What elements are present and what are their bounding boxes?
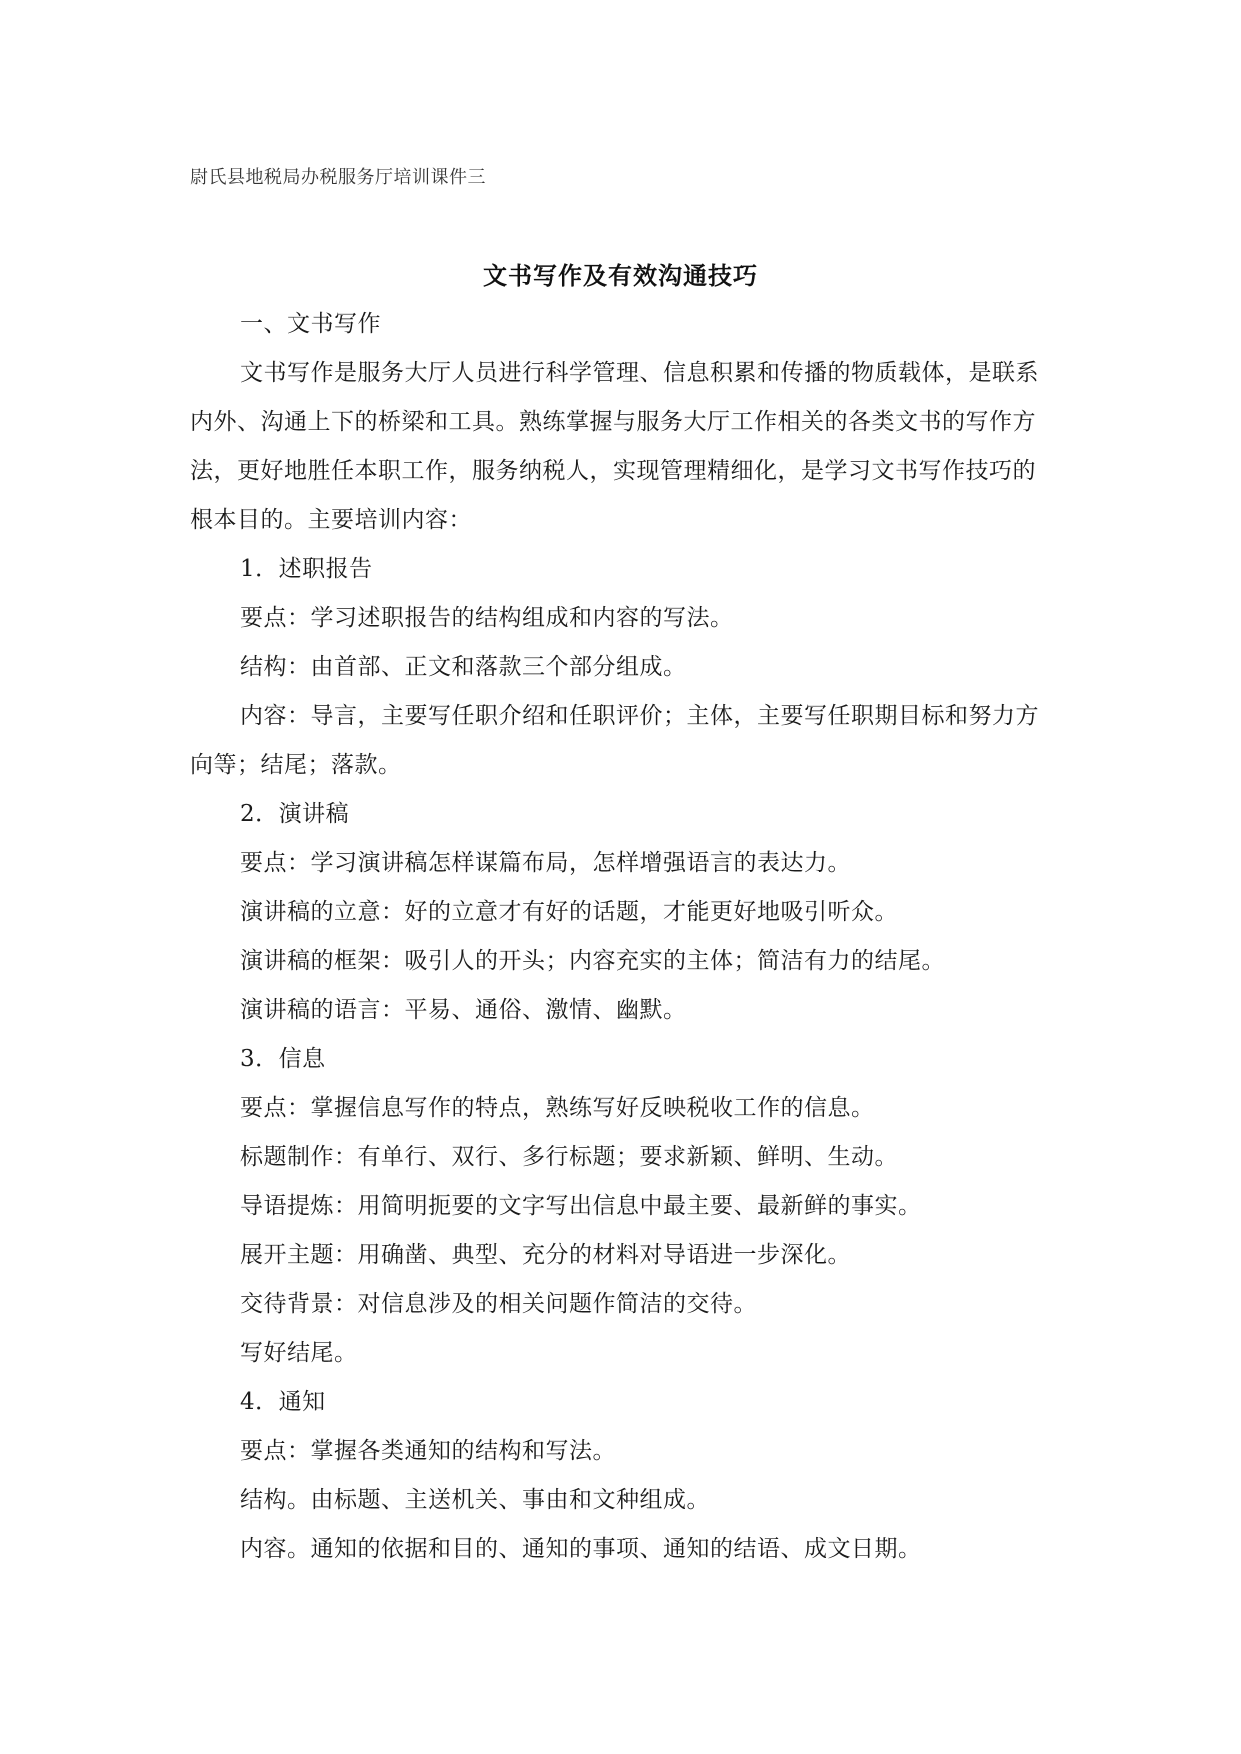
information-lead: 导语提炼：用简明扼要的文字写出信息中最主要、最新鲜的事实。: [240, 1193, 922, 1219]
information-theme: 展开主题：用确凿、典型、充分的材料对导语进一步深化。: [240, 1242, 851, 1268]
speech-theme: 演讲稿的立意：好的立意才有好的话题，才能更好地吸引听众。: [240, 899, 898, 925]
information-ending: 写好结尾。: [240, 1340, 358, 1366]
speech-framework: 演讲稿的框架：吸引人的开头；内容充实的主体；简洁有力的结尾。: [240, 948, 945, 974]
notice-key-points: 要点：掌握各类通知的结构和写法。: [240, 1438, 616, 1464]
notice-structure: 结构。由标题、主送机关、事由和文种组成。: [240, 1487, 710, 1513]
item-heading-information: 3．信息: [240, 1046, 326, 1072]
header-note: 尉氏县地税局办税服务厅培训课件三: [190, 167, 486, 188]
document-body: [190, 300, 1058, 1574]
notice-content: 内容。通知的依据和目的、通知的事项、通知的结语、成文日期。: [240, 1536, 922, 1562]
report-structure: 结构：由首部、正文和落款三个部分组成。: [240, 654, 687, 680]
report-content: 内容：导言，主要写任职介绍和任职评价；主体，主要写任职期目标和努力方向等；结尾；落款。: [190, 703, 1039, 778]
item-heading-notice: 4．通知: [240, 1389, 326, 1415]
information-key-points: 要点：掌握信息写作的特点，熟练写好反映税收工作的信息。: [240, 1095, 875, 1121]
document-title: 文书写作及有效沟通技巧: [483, 261, 758, 290]
information-background: 交待背景：对信息涉及的相关问题作简洁的交待。: [240, 1291, 757, 1317]
item-heading-speech: 2．演讲稿: [240, 801, 350, 827]
speech-key-points: 要点：学习演讲稿怎样谋篇布局，怎样增强语言的表达力。: [240, 850, 851, 876]
intro-paragraph: 文书写作是服务大厅人员进行科学管理、信息积累和传播的物质载体，是联系内外、沟通上下的桥梁和工具。熟练掌握与服务大厅工作相关的各类文书的写作方法，更好地胜任本职工作，服务纳税人，实现管理精细化，是学习文书写作技巧的根本目的。主要培训内容：: [190, 360, 1039, 533]
information-title-making: 标题制作：有单行、双行、多行标题；要求新颖、鲜明、生动。: [240, 1144, 898, 1170]
speech-language: 演讲稿的语言：平易、通俗、激情、幽默。: [240, 997, 687, 1023]
report-key-points: 要点：学习述职报告的结构组成和内容的写法。: [240, 605, 734, 631]
item-heading-report: 1．述职报告: [240, 556, 373, 582]
section-heading-writing: 一、文书写作: [240, 311, 381, 337]
